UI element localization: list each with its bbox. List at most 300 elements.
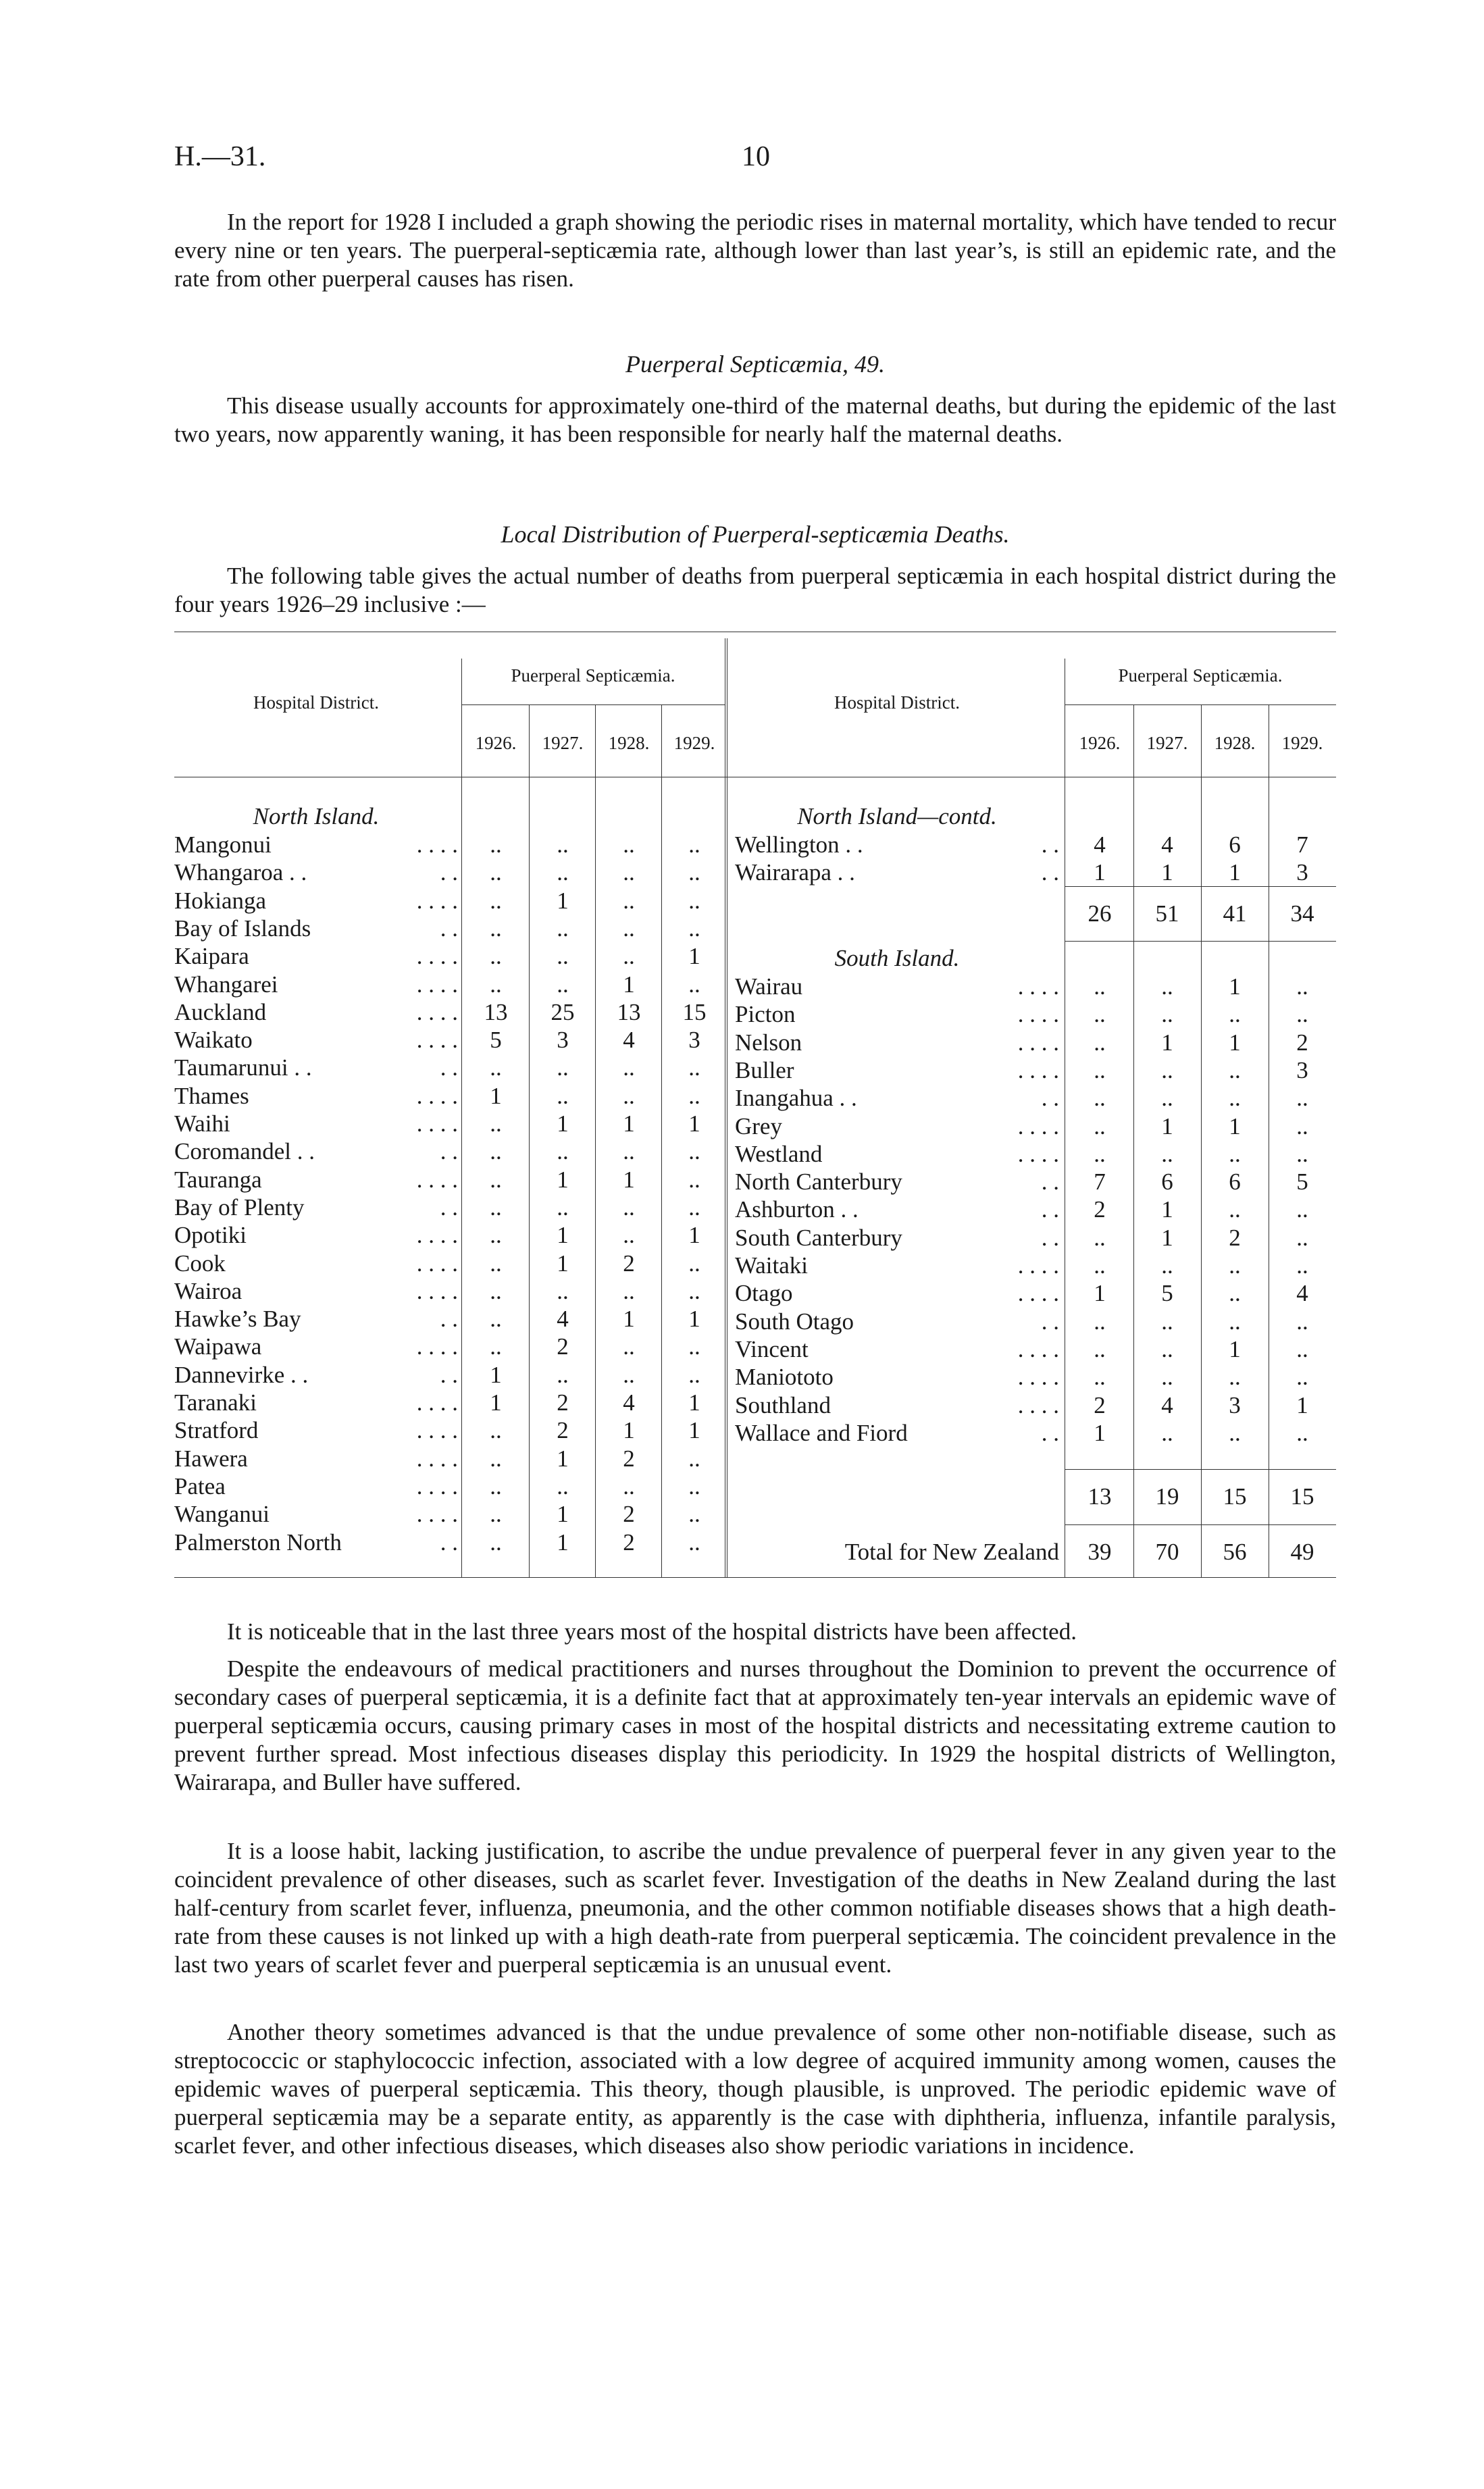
table-cell: .. <box>688 1166 700 1193</box>
table-cell: 1 <box>1094 1280 1106 1307</box>
table-cell: .. <box>1229 1419 1241 1446</box>
table-row <box>735 858 1059 886</box>
table-row <box>174 1361 458 1389</box>
table-cell: .. <box>623 831 635 858</box>
leader-dots: . . <box>1041 1169 1059 1196</box>
north-total-cell: 26 <box>1088 900 1112 927</box>
table-cell: .. <box>1296 1335 1308 1362</box>
table-cell: .. <box>1161 1252 1173 1279</box>
section-heading-local-distribution: Local Distribution of Puerperal-septicæmia Deaths. <box>501 521 1010 548</box>
leader-dots: . . . . <box>1017 1029 1059 1056</box>
table-cell: .. <box>490 1417 502 1444</box>
leader-dots: . . . . <box>1017 1056 1059 1083</box>
table-row <box>174 1529 458 1556</box>
section-label-south-island: South Island. <box>834 945 960 971</box>
north-total-cell: 51 <box>1155 900 1179 927</box>
leader-dots: . . . . <box>416 1417 458 1444</box>
table-cell: .. <box>557 1082 569 1109</box>
table-cell: 1 <box>688 943 700 970</box>
table-cell: 2 <box>1229 1224 1241 1251</box>
table-row <box>174 1054 458 1081</box>
table-row <box>174 1416 458 1444</box>
column-header-hospital-district-right: Hospital District. <box>834 692 960 713</box>
table-cell: .. <box>1094 1056 1106 1083</box>
table-cell: .. <box>1161 1140 1173 1167</box>
leader-dots: . . . . <box>416 971 458 998</box>
leader-dots: . . <box>1041 1196 1059 1223</box>
table-row <box>174 1333 458 1360</box>
table-cell: .. <box>688 1082 700 1109</box>
leader-dots: . . <box>440 1054 458 1081</box>
table-cell: .. <box>688 971 700 998</box>
table-cell: 1 <box>623 1417 635 1444</box>
table-cell: .. <box>1229 1280 1241 1307</box>
table-cell: .. <box>1161 973 1173 1000</box>
table-row <box>174 1110 458 1137</box>
table-cell: .. <box>688 1501 700 1528</box>
table-cell: 3 <box>1296 859 1308 886</box>
table-cell: .. <box>1296 1112 1308 1139</box>
table-cell: 2 <box>1094 1196 1106 1223</box>
table-cell: 1 <box>623 1110 635 1137</box>
table-cell: .. <box>490 831 502 858</box>
table-row <box>174 1137 458 1165</box>
table-cell: .. <box>490 1306 502 1333</box>
table-cell: 1 <box>1229 1112 1241 1139</box>
table-cell: .. <box>688 1472 700 1499</box>
table-cell: 13 <box>484 998 508 1025</box>
table-cell: 1 <box>490 1389 502 1416</box>
section-label-north-island: North Island. <box>253 803 380 829</box>
table-cell: .. <box>623 887 635 914</box>
table-cell: .. <box>1094 1335 1106 1362</box>
table-cell: .. <box>1296 1252 1308 1279</box>
leader-dots: . . <box>1041 1085 1059 1112</box>
table-cell: 1 <box>557 1445 569 1472</box>
leader-dots: . . <box>1041 831 1059 858</box>
leader-dots: . . . . <box>416 1222 458 1249</box>
district-name: Hawke’s Bay <box>174 1306 301 1333</box>
table-cell: 1 <box>490 1361 502 1388</box>
table-cell: 1 <box>557 1222 569 1249</box>
table-cell: 1 <box>1229 1029 1241 1056</box>
district-name: Westland <box>735 1140 823 1167</box>
district-name: Whangarei <box>174 971 278 998</box>
district-name: Bay of Plenty <box>174 1194 305 1221</box>
district-name: Inangahua . . <box>735 1085 857 1112</box>
section-label-north-island-contd: North Island—contd. <box>797 803 997 829</box>
table-cell: 1 <box>557 1110 569 1137</box>
table-row <box>735 1279 1059 1307</box>
table-cell: 1 <box>557 1250 569 1277</box>
table-cell: .. <box>490 1110 502 1137</box>
table-cell: .. <box>623 1472 635 1499</box>
table-cell: .. <box>1094 1308 1106 1335</box>
leader-dots: . . . . <box>416 1110 458 1137</box>
table-cell: .. <box>1296 1364 1308 1391</box>
table-cell: 1 <box>1161 1112 1173 1139</box>
table-cell: .. <box>1094 1140 1106 1167</box>
closing-paragraph-1: It is noticeable that in the last three years most of the hospital districts have been affected. <box>227 1618 1077 1645</box>
leader-dots: . . . . <box>1017 1364 1059 1391</box>
table-cell: 6 <box>1229 1169 1241 1196</box>
table-cell: .. <box>688 859 700 886</box>
table-cell: .. <box>688 1138 700 1165</box>
leader-dots: . . . . <box>416 1389 458 1416</box>
district-name: Waipawa <box>174 1333 262 1360</box>
table-row <box>174 971 458 998</box>
table-cell: .. <box>557 971 569 998</box>
table-row <box>174 1221 458 1249</box>
table-row <box>735 1391 1059 1419</box>
north-total-cell: 34 <box>1290 900 1314 927</box>
year-header: 1927. <box>542 733 584 753</box>
district-name: Southland <box>735 1391 831 1418</box>
leader-dots: . . <box>440 1138 458 1165</box>
table-row <box>735 1308 1059 1335</box>
table-cell: 4 <box>557 1306 569 1333</box>
table-cell: 4 <box>1094 831 1106 858</box>
table-cell: .. <box>557 943 569 970</box>
table-cell: .. <box>557 831 569 858</box>
district-name: Opotiki <box>174 1222 247 1249</box>
table-cell: .. <box>490 943 502 970</box>
table-cell: 1 <box>490 1082 502 1109</box>
nz-total-label: Total for New Zealand <box>844 1539 1059 1565</box>
table-cell: 1 <box>557 1166 569 1193</box>
table-cell: .. <box>1094 1224 1106 1251</box>
table-cell: .. <box>490 915 502 942</box>
table-cell: .. <box>623 915 635 942</box>
table-row <box>174 942 458 970</box>
table-cell: 4 <box>1161 831 1173 858</box>
table-row <box>174 831 458 858</box>
page-number: 10 <box>742 141 770 172</box>
table-row <box>735 1084 1059 1112</box>
district-name: Nelson <box>735 1029 802 1056</box>
district-name: Buller <box>735 1056 794 1083</box>
district-name: Coromandel . . <box>174 1138 315 1165</box>
table-cell: 2 <box>623 1501 635 1528</box>
leader-dots: . . . . <box>416 1250 458 1277</box>
table-cell: .. <box>557 1138 569 1165</box>
district-name: Grey <box>735 1112 782 1139</box>
closing-paragraph-2: Despite the endeavours of medical practitioners and nurses throughout the Dominion to prevent the occurrence of secondary cases of puerperal septicæmia, it is a definite fact that at approximately ten-year intervals an epidemic wave of puerperal septicæmia occurs, causing primary cases in most of the hospital districts and necessitating extreme caution to prevent further spread. Most infectious diseases display this periodicity. In 1929 the hospital districts of Wellington, Wairarapa, and Buller have suffered. <box>174 1656 1336 1795</box>
table-cell: .. <box>688 1250 700 1277</box>
table-cell: .. <box>688 1054 700 1081</box>
district-name: Wallace and Fiord <box>735 1419 908 1446</box>
table-cell: .. <box>1161 1335 1173 1362</box>
table-cell: .. <box>623 1361 635 1388</box>
district-name: Dannevirke . . <box>174 1361 309 1388</box>
table-cell: .. <box>688 1529 700 1556</box>
table-cell: .. <box>490 1138 502 1165</box>
nz-total-cell: 49 <box>1290 1539 1314 1565</box>
table-row <box>174 1166 458 1194</box>
table-cell: 1 <box>1161 1224 1173 1251</box>
table-row <box>735 1363 1059 1391</box>
leader-dots: . . . . <box>416 1445 458 1472</box>
district-name: Wanganui <box>174 1501 270 1528</box>
leader-dots: . . . . <box>1017 1335 1059 1362</box>
table-cell: .. <box>623 1194 635 1221</box>
district-name: Wairarapa . . <box>735 859 855 886</box>
table-cell: .. <box>623 1082 635 1109</box>
table-row <box>735 1196 1059 1223</box>
table-cell: .. <box>490 1445 502 1472</box>
table-cell: .. <box>623 1333 635 1360</box>
table-cell: .. <box>623 1054 635 1081</box>
table-cell: 3 <box>688 1027 700 1054</box>
table-row <box>174 1194 458 1221</box>
table-row <box>174 1445 458 1472</box>
table-cell: .. <box>1094 1001 1106 1028</box>
table-cell: 1 <box>688 1389 700 1416</box>
table-cell: .. <box>1161 1364 1173 1391</box>
section1-paragraph: This disease usually accounts for approximately one-third of the maternal deaths, but during the epidemic of the last two years, now apparently waning, it has been responsible for nearly half the maternal deaths. <box>174 392 1336 447</box>
closing-paragraph-4: Another theory sometimes advanced is that the undue prevalence of some other non-notifiable disease, such as streptococcic or staphylococcic infection, associated with a low degree of acquired immunity among women, causes the epidemic waves of puerperal septicæmia. This theory, though plausible, is unproved. The periodic epidemic wave of puerperal septicæmia may be a separate entity, as apparently is the case with diphtheria, influenza, infantile paralysis, scarlet fever, and other infectious diseases, which diseases also show periodic variations in incidence. <box>174 2019 1336 2159</box>
table-cell: .. <box>1229 1001 1241 1028</box>
table-cell: 1 <box>1094 1419 1106 1446</box>
leader-dots: . . <box>440 1361 458 1388</box>
leader-dots: . . . . <box>416 1501 458 1528</box>
table-cell: .. <box>1229 1364 1241 1391</box>
district-name: South Otago <box>735 1308 854 1335</box>
table-row <box>174 1250 458 1277</box>
leader-dots: . . . . <box>416 1082 458 1109</box>
table-cell: 1 <box>1296 1391 1308 1418</box>
section2-paragraph: The following table gives the actual number of deaths from puerperal septicæmia in each hospital district during the four years 1926–29 inclusive :— <box>174 563 1336 617</box>
table-cell: 1 <box>623 1306 635 1333</box>
table-cell: 1 <box>1161 859 1173 886</box>
leader-dots: . . . . <box>1017 1140 1059 1167</box>
table-cell: 4 <box>623 1027 635 1054</box>
table-cell: 1 <box>557 1529 569 1556</box>
table-row <box>735 1140 1059 1168</box>
leader-dots: . . <box>1041 859 1059 886</box>
leader-dots: . . . . <box>416 1027 458 1054</box>
leader-dots: . . <box>440 1306 458 1333</box>
district-name: Whangaroa . . <box>174 859 307 886</box>
table-cell: .. <box>623 1222 635 1249</box>
table-cell: 4 <box>623 1389 635 1416</box>
table-cell: .. <box>1229 1140 1241 1167</box>
table-cell: 2 <box>557 1417 569 1444</box>
table-cell: 2 <box>557 1389 569 1416</box>
district-name: Stratford <box>174 1417 259 1444</box>
leader-dots: . . . . <box>416 1166 458 1193</box>
district-name: Auckland <box>174 998 267 1025</box>
table-cell: .. <box>557 1277 569 1304</box>
nz-total-cell: 39 <box>1088 1539 1112 1565</box>
table-row <box>735 831 1059 858</box>
district-name: Mangonui <box>174 831 272 858</box>
table-cell: .. <box>688 1277 700 1304</box>
table-cell: 1 <box>1229 859 1241 886</box>
table-cell: 1 <box>557 887 569 914</box>
table-cell: .. <box>490 1166 502 1193</box>
table-cell: 1 <box>623 971 635 998</box>
table-cell: .. <box>490 1277 502 1304</box>
district-name: Waitaki <box>735 1252 808 1279</box>
table-cell: .. <box>623 859 635 886</box>
table-cell: .. <box>688 887 700 914</box>
leader-dots: . . <box>440 1529 458 1556</box>
nz-total-cell: 56 <box>1223 1539 1247 1565</box>
leader-dots: . . . . <box>1017 1112 1059 1139</box>
table-cell: 1 <box>1161 1196 1173 1223</box>
year-header: 1927. <box>1146 733 1188 753</box>
table-cell: .. <box>1161 1085 1173 1112</box>
table-cell: 4 <box>1161 1391 1173 1418</box>
leader-dots: . . . . <box>416 831 458 858</box>
table-cell: 1 <box>688 1306 700 1333</box>
district-name: Vincent <box>735 1335 809 1362</box>
district-name: Hokianga <box>174 887 267 914</box>
table-cell: 3 <box>1229 1391 1241 1418</box>
table-cell: .. <box>1296 1140 1308 1167</box>
district-name: Picton <box>735 1001 796 1028</box>
table-cell: .. <box>490 1222 502 1249</box>
column-header-group-right: Puerperal Septicæmia. <box>1118 665 1283 686</box>
table-row <box>174 998 458 1026</box>
table-cell: .. <box>490 859 502 886</box>
leader-dots: . . <box>1041 1419 1059 1446</box>
table-cell: 15 <box>682 998 707 1025</box>
table-cell: .. <box>1229 1308 1241 1335</box>
table-cell: 7 <box>1094 1169 1106 1196</box>
table-cell: .. <box>490 1194 502 1221</box>
table-cell: .. <box>623 943 635 970</box>
leader-dots: . . <box>440 915 458 942</box>
table-cell: .. <box>688 1361 700 1388</box>
district-name: Cook <box>174 1250 226 1277</box>
table-cell: .. <box>490 1529 502 1556</box>
district-name: Hawera <box>174 1445 248 1472</box>
table-cell: 1 <box>1161 1029 1173 1056</box>
table-cell: 13 <box>617 998 641 1025</box>
table-cell: .. <box>490 1472 502 1499</box>
table-row <box>735 1335 1059 1363</box>
table-row <box>735 973 1059 1000</box>
table-cell: 1 <box>1229 973 1241 1000</box>
table-cell: .. <box>623 1277 635 1304</box>
table-cell: 2 <box>623 1529 635 1556</box>
section-heading-puerperal-septicaemia: Puerperal Septicæmia, 49. <box>625 351 885 378</box>
table-row <box>735 1112 1059 1140</box>
leader-dots: . . . . <box>416 1333 458 1360</box>
table-cell: .. <box>490 1250 502 1277</box>
table-cell: 5 <box>1296 1169 1308 1196</box>
table-row <box>174 1389 458 1416</box>
report-code: H.—31. <box>174 141 266 172</box>
table-cell: .. <box>1094 1252 1106 1279</box>
leader-dots: . . . . <box>416 1472 458 1499</box>
table-cell: 3 <box>1296 1056 1308 1083</box>
table-cell: .. <box>1094 1085 1106 1112</box>
table-cell: .. <box>1296 973 1308 1000</box>
leader-dots: . . . . <box>416 998 458 1025</box>
table-cell: 6 <box>1229 831 1241 858</box>
closing-paragraph-3: It is a loose habit, lacking justification, to ascribe the undue prevalence of puerperal fever in any given year to the coincident prevalence of other diseases, such as scarlet fever. Investigation of the deaths in New Zealand during the last half-century from scarlet fever, influenza, pneumonia, and the other common notifiable diseases shows that a high death-rate from these causes is not linked up with a high death-rate from puerperal septicæmia. The coincident prevalence in the last two years of scarlet fever and puerperal septicæmia is an unusual event. <box>174 1838 1336 1978</box>
table-cell: .. <box>623 1138 635 1165</box>
table-cell: 6 <box>1161 1169 1173 1196</box>
table-cell: .. <box>557 1361 569 1388</box>
south-total-cell: 15 <box>1290 1483 1314 1510</box>
table-row <box>735 1168 1059 1196</box>
leader-dots: . . <box>1041 1308 1059 1335</box>
table-cell: .. <box>1296 1224 1308 1251</box>
year-header: 1928. <box>1214 733 1256 753</box>
table-cell: 2 <box>1094 1391 1106 1418</box>
table-cell: .. <box>688 831 700 858</box>
table-cell: .. <box>1296 1308 1308 1335</box>
table-cell: .. <box>557 915 569 942</box>
district-name: North Canterbury <box>735 1169 902 1196</box>
column-header-group-left: Puerperal Septicæmia. <box>511 665 675 686</box>
table-row <box>174 887 458 915</box>
table-cell: 25 <box>551 998 575 1025</box>
year-header: 1926. <box>1079 733 1121 753</box>
table-cell: .. <box>1094 1112 1106 1139</box>
table-cell: 1 <box>688 1222 700 1249</box>
table-cell: .. <box>557 1472 569 1499</box>
district-name: Bay of Islands <box>174 915 311 942</box>
district-name: Kaipara <box>174 943 249 970</box>
table-row <box>735 1029 1059 1056</box>
table-cell: .. <box>557 859 569 886</box>
table-cell: .. <box>1161 1001 1173 1028</box>
year-header: 1929. <box>1281 733 1323 753</box>
table-cell: .. <box>1296 1085 1308 1112</box>
table-cell: .. <box>1229 1056 1241 1083</box>
table-cell: 1 <box>688 1417 700 1444</box>
table-row <box>174 858 458 886</box>
table-cell: 1 <box>688 1110 700 1137</box>
district-name: Taumarunui . . <box>174 1054 312 1081</box>
table-row <box>735 1000 1059 1028</box>
leader-dots: . . . . <box>1017 1252 1059 1279</box>
table-cell: .. <box>1094 1029 1106 1056</box>
district-name: Maniototo <box>735 1364 834 1391</box>
table-cell: 3 <box>557 1027 569 1054</box>
district-name: Wellington . . <box>735 831 863 858</box>
table-cell: .. <box>1161 1308 1173 1335</box>
table-cell: 1 <box>623 1166 635 1193</box>
district-name: Otago <box>735 1280 793 1307</box>
table-cell: .. <box>490 1054 502 1081</box>
table-cell: .. <box>557 1194 569 1221</box>
table-row <box>735 1252 1059 1279</box>
table-cell: .. <box>1229 1085 1241 1112</box>
south-total-cell: 15 <box>1223 1483 1247 1510</box>
table-cell: .. <box>1229 1196 1241 1223</box>
leader-dots: . . . . <box>1017 1280 1059 1307</box>
table-cell: .. <box>1296 1196 1308 1223</box>
table-cell: 2 <box>623 1445 635 1472</box>
table-cell: .. <box>1296 1419 1308 1446</box>
leader-dots: . . <box>1041 1224 1059 1251</box>
table-row <box>174 1026 458 1054</box>
table-cell: .. <box>688 915 700 942</box>
year-header: 1929. <box>673 733 715 753</box>
table-cell: .. <box>490 887 502 914</box>
table-cell: .. <box>688 1445 700 1472</box>
table-cell: .. <box>1161 1056 1173 1083</box>
table-row <box>174 1500 458 1528</box>
table-cell: .. <box>1161 1419 1173 1446</box>
district-name: Wairoa <box>174 1277 242 1304</box>
